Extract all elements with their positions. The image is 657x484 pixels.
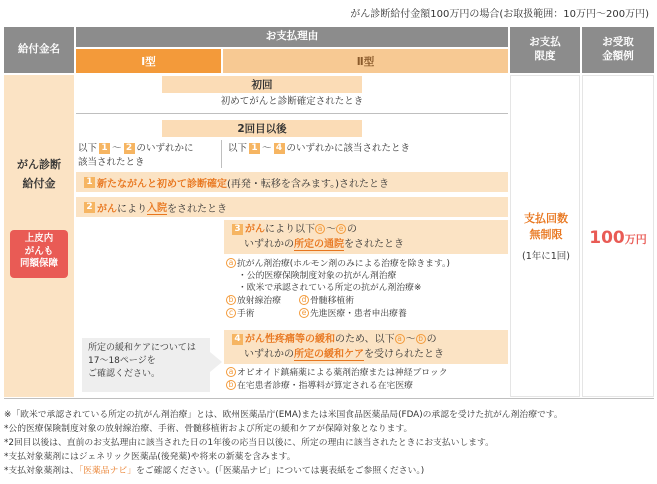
header-limit-line2: 限度 [534, 50, 556, 62]
list3-c: 手術 [237, 308, 255, 319]
r4-a: がん性疼痛等の緩和 [245, 334, 335, 345]
r4-e: を受けられたとき [364, 349, 444, 360]
reason-row-4 [224, 330, 508, 364]
type-divider [221, 140, 222, 168]
t1-b: 〜 [112, 143, 122, 154]
num-badge: 1 [84, 177, 95, 188]
medicine-navi-link[interactable]: 「医薬品ナビ」 [78, 466, 136, 476]
circled-letter: e [299, 308, 309, 318]
note-2: *公的医療保険制度対象の放射線治療、手術、骨髄移植術および所定の緩和ケアが保障対象となります。 [4, 424, 413, 434]
header-example-line1: お受取 [602, 36, 634, 49]
circled-letter: d [299, 295, 309, 305]
num-badge: 3 [232, 224, 243, 235]
num-badge: 1 [249, 143, 260, 154]
r3-highlight: 所定の通院 [294, 239, 344, 250]
num-badge: 1 [99, 143, 110, 154]
amount-unit: 万円 [624, 233, 647, 246]
header-example [582, 27, 654, 73]
header-reason: お支払理由 [76, 27, 508, 47]
aside-line1: 所定の緩和ケアについては [88, 343, 196, 353]
first-text: 初めてがんと診断確定されたとき [220, 96, 364, 107]
list3-a-sub2: ・欧米で承認されている所定の抗がん剤治療※ [238, 282, 422, 293]
arrow-right-icon [210, 352, 222, 372]
header-limit [510, 27, 580, 73]
benefit-name [4, 155, 74, 194]
r3-c: の [347, 224, 357, 235]
carcinoma-in-situ-badge [10, 230, 68, 278]
r3-tilde: 〜 [326, 224, 336, 235]
num-badge: 2 [84, 202, 95, 213]
r4-c: の [426, 334, 437, 345]
t1-d: 該当されたとき [78, 156, 145, 168]
list3-a-sub1: ・公的医療保険制度対象の抗がん剤治療 [238, 270, 397, 281]
t2-a: 以下 [228, 143, 248, 154]
list3-a: 抗がん剤治療(ホルモン剤のみによる治療を除きます。) [237, 259, 450, 269]
badge-line3: 同額保障 [19, 258, 58, 270]
payment-limit [515, 211, 577, 243]
limit-line1: 支払回数 [524, 212, 568, 225]
r4-highlight: 所定の緩和ケア [294, 349, 364, 360]
circled-letter: a [395, 334, 405, 344]
second-label: 2回目以後 [162, 120, 362, 137]
header-example-line2: 金額例 [602, 50, 634, 62]
t2-c: のいずれかに該当されたとき [286, 143, 411, 154]
amount-range-caption: がん診断給付金額100万円の場合(お取扱範囲：10万円〜200万円) [350, 9, 649, 20]
palliative-care-reference [82, 338, 210, 392]
amount-value: 100 [589, 228, 625, 248]
first-label: 初回 [162, 76, 362, 93]
list4-a: オピオイド鎮痛薬による薬剤治療または神経ブロック [237, 368, 448, 378]
benefit-name-line1: がん診断 [17, 158, 61, 171]
circled-letter: a [226, 258, 236, 268]
r3-b: により以下 [265, 224, 315, 235]
list3-b: 放射線治療 [237, 295, 281, 306]
r3-d: いずれかの [244, 239, 294, 250]
outpatient-list [226, 258, 508, 320]
circled-letter: a [226, 367, 236, 377]
circled-letter: b [416, 334, 426, 344]
benefit-name-line2: 給付金 [22, 177, 56, 191]
note-4: *支払対象薬剤にはジェネリック医薬品(後発薬)や将来の新薬を含みます。 [4, 452, 296, 462]
r2-a: がん [97, 203, 117, 215]
r4-d: いずれかの [244, 349, 294, 360]
r1-highlight: 新たながんと初めて診断確定 [97, 178, 227, 190]
r2-rest: をされたとき [167, 203, 227, 215]
note-3: *2回目以後は、直前のお支払理由に該当された日の1年後の応当日以後に、所定の理由に該当されたときにお支払いします。 [4, 438, 494, 448]
r3-a: がん [245, 224, 265, 235]
aside-line2: 17〜18ページを [88, 356, 156, 367]
list3-e: 先進医療・患者申出療養 [310, 308, 407, 319]
reason-row-3 [224, 220, 508, 254]
circled-letter: e [336, 224, 346, 234]
r4-b: のため、以下 [335, 334, 395, 345]
num-badge: 4 [232, 334, 243, 345]
limit-line2: 無制限 [529, 227, 563, 241]
table-bottom-border [4, 398, 654, 399]
header-limit-line1: お支払 [529, 36, 561, 49]
t1-a: 以下 [78, 143, 98, 154]
header-type1: Ⅰ型 [76, 49, 221, 73]
list3-d: 骨髄移植術 [310, 295, 354, 306]
divider [76, 113, 508, 114]
aside-line3: ご確認ください。 [88, 369, 161, 380]
num-badge: 2 [124, 143, 135, 154]
second-type1-text [78, 142, 220, 170]
header-type2: Ⅱ型 [223, 49, 508, 73]
r2-b: により [117, 203, 147, 215]
list4-b: 在宅患者診療・指導料が算定される在宅医療 [237, 380, 413, 391]
num-badge: 4 [274, 143, 285, 154]
limit-per-year: (1年に1回) [521, 251, 570, 262]
t1-c: のいずれかに [136, 143, 194, 154]
reason-row-1 [76, 172, 508, 192]
header-benefit-name: 給付金名 [4, 27, 74, 73]
badge-line2: がんも [24, 245, 54, 257]
note-1: ※「欧米で承認されている所定の抗がん剤治療」とは、欧州医薬品庁(EMA)または米国食品医薬品局(FDA)の承認を受けた抗がん剤治療です。 [4, 410, 563, 420]
r4-tilde: 〜 [405, 334, 416, 345]
r2-highlight: 入院 [147, 199, 167, 215]
circled-letter: a [315, 224, 325, 234]
note5-a: *支払対象薬剤は、 [4, 466, 79, 476]
r1-rest: (再発・転移を含みます。)されたとき [227, 178, 390, 190]
note-5 [4, 463, 424, 476]
note5-b: をご確認ください。(「医薬品ナビ」については裏表紙をご参照ください。) [135, 466, 425, 476]
second-type2-text [228, 142, 508, 156]
benefit-amount [582, 228, 654, 248]
badge-line1: 上皮内 [24, 233, 54, 244]
circled-letter: c [226, 308, 236, 318]
t2-b: 〜 [262, 143, 272, 154]
palliative-list [226, 367, 508, 393]
circled-letter: b [226, 295, 236, 305]
circled-letter: b [226, 380, 236, 390]
reason-row-2 [76, 197, 508, 217]
r3-e: をされたとき [344, 239, 404, 250]
